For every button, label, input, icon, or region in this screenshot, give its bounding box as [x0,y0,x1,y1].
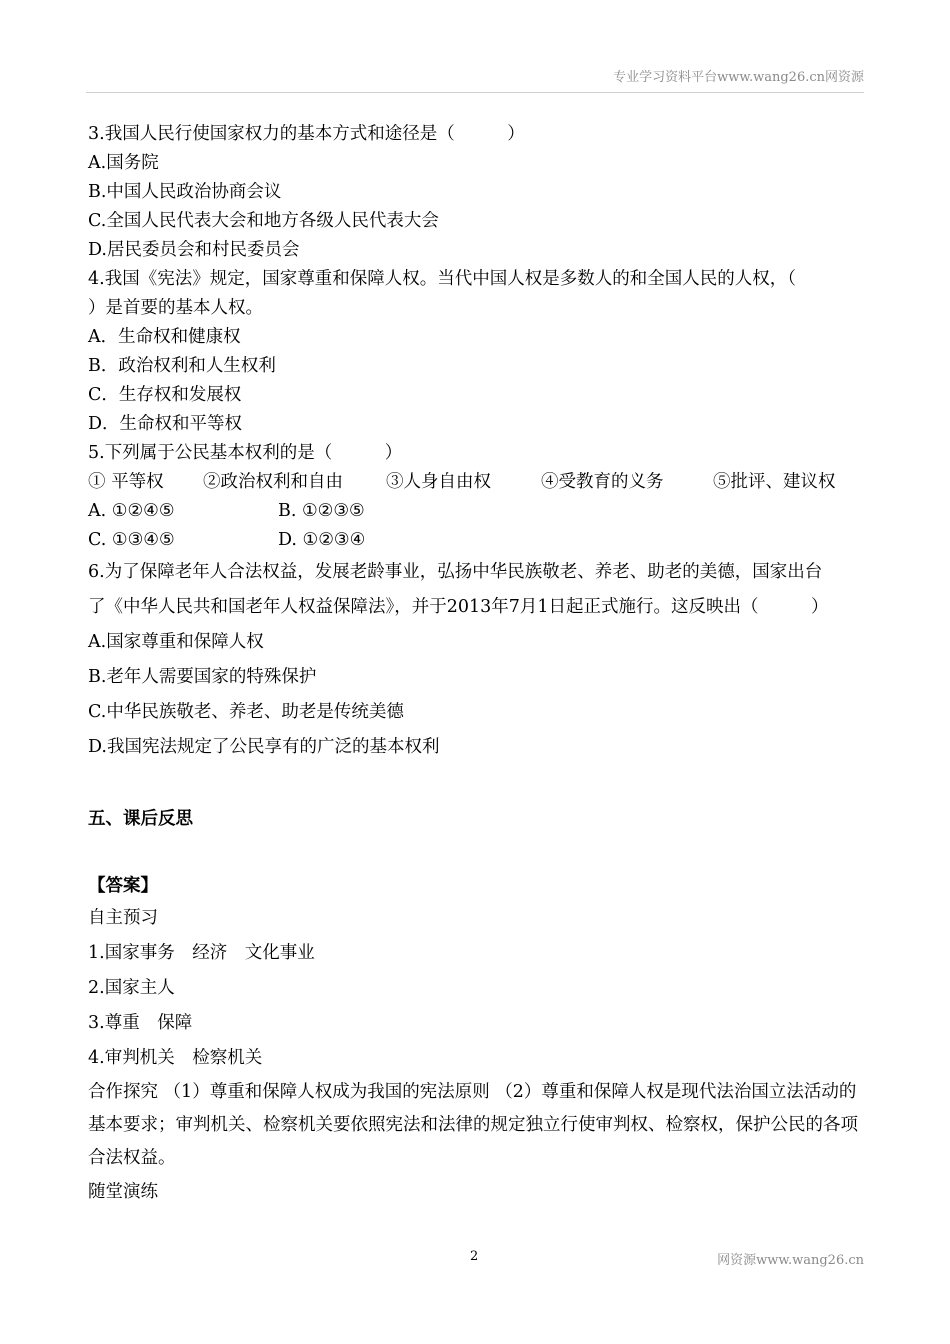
footer-site-text: 网资源www.wang26.cn [717,1253,864,1268]
document-body [88,120,868,1210]
q4-stem-line2: ）是首要的基本人权。 [88,298,263,318]
q5-option-d: D. ①②③④ [278,530,366,550]
answer-1: 1.国家事务 经济 文化事业 [88,943,315,963]
q6-option-d: D.我国宪法规定了公民享有的广泛的基本权利 [88,737,440,757]
q3-option-d: D.居民委员会和村民委员会 [88,240,300,260]
answer-2: 2.国家主人 [88,978,175,998]
q5-item-3: ③人身自由权 [386,472,491,492]
q6-stem-line2: 了《中华人民共和国老年人权益保障法》，并于2013年7月1日起正式施行。这反映出（ ） [88,597,829,617]
q6-option-b: B.老年人需要国家的特殊保护 [88,667,317,687]
q5-option-c: C. ①③④⑤ [88,530,175,550]
q4-option-b: B．政治权利和人生权利 [88,356,276,376]
q3-option-a: A.国务院 [88,153,159,173]
q6-option-c: C.中华民族敬老、养老、助老是传统美德 [88,702,404,722]
q6-stem-line1: 6.为了保障老年人合法权益，发展老龄事业，弘扬中华民族敬老、养老、助老的美德，国家出台 [88,562,823,582]
q4-stem-line1: 4.我国《宪法》规定，国家尊重和保障人权。当代中国人权是多数人的和全国人民的人权，（ [88,269,796,289]
q4-option-d: D．生命权和平等权 [88,414,243,434]
answer-4: 4.审判机关 检察机关 [88,1048,263,1068]
answers-practice-label: 随堂演练 [88,1182,158,1202]
q5-item-1: ① 平等权 [88,472,164,492]
answers-explore: 合作探究 （1）尊重和保障人权成为我国的宪法原则 （2）尊重和保障人权是现代法治国立法活动的基本要求；审判机关、检察机关要依照宪法和法律的规定独立行使审判权、检察权，保护公民的各项合法权益。 [88,1082,858,1168]
q5-item-4: ④受教育的义务 [541,472,664,492]
q3-option-c: C.全国人民代表大会和地方各级人民代表大会 [88,211,439,231]
q5-option-b: B. ①②③⑤ [278,501,365,521]
q5-options-ab [88,497,868,526]
header-site-text: 专业学习资料平台www.wang26.cn网资源 [613,70,864,85]
section-heading-reflection: 五、课后反思 [88,809,193,829]
q5-item-2: ②政治权利和自由 [203,472,343,492]
q5-stem: 5.下列属于公民基本权利的是（ ） [88,443,403,463]
q4-option-a: A．生命权和健康权 [88,327,241,347]
page-number: 2 [470,1249,479,1264]
q6-option-a: A.国家尊重和保障人权 [88,632,264,652]
q5-options-cd [88,526,868,555]
q5-item-5: ⑤批评、建议权 [713,472,836,492]
answers-heading: 【答案】 [88,876,158,896]
header-divider [86,92,864,93]
q5-option-a: A. ①②④⑤ [88,501,175,521]
q4-option-c: C．生存权和发展权 [88,385,242,405]
q5-items [88,468,868,497]
answers-preview-label: 自主预习 [88,908,158,928]
q3-stem: 3.我国人民行使国家权力的基本方式和途径是（ ） [88,124,525,144]
q3-option-b: B.中国人民政治协商会议 [88,182,282,202]
answer-3: 3.尊重 保障 [88,1013,193,1033]
